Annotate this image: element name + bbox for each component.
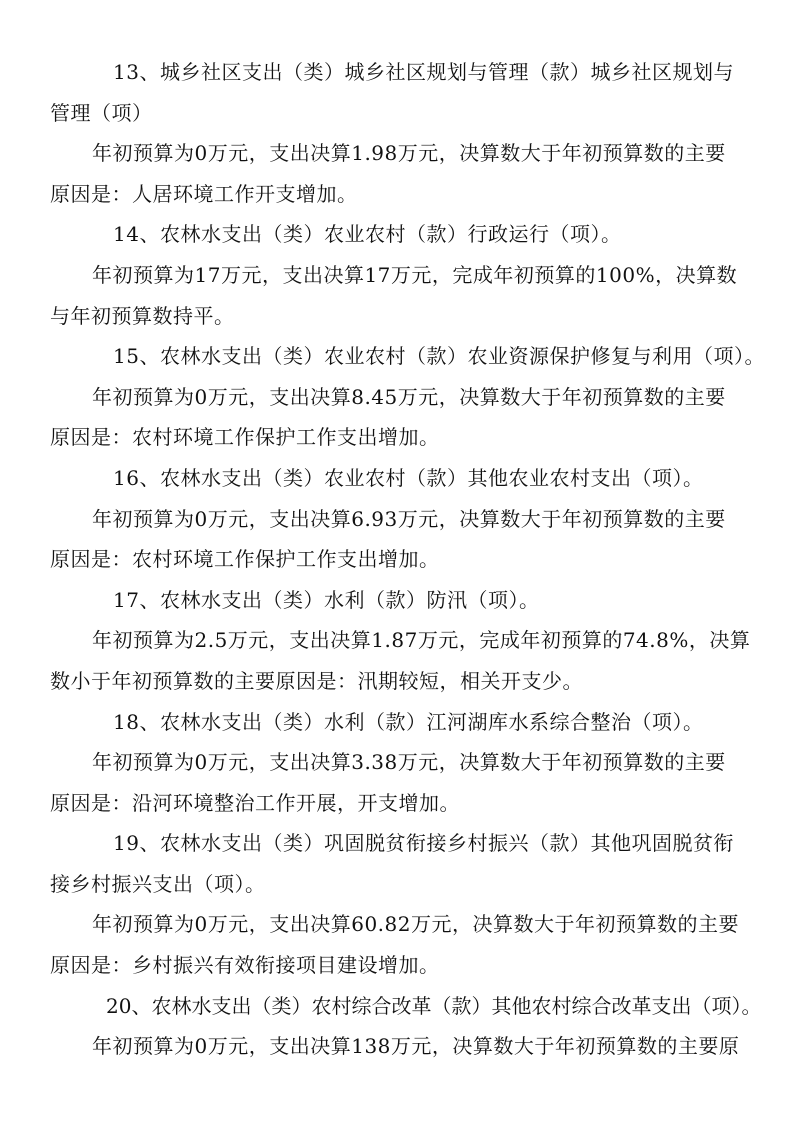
section-heading-18: 18、农林水支出（类）水利（款）江河湖库水系综合整治（项）。 [113, 709, 704, 734]
section-heading-20: 20、农林水支出（类）农村综合改革（款）其他农村综合改革支出（项）。 [106, 993, 762, 1018]
paragraph-16: 年初预算为0万元，支出决算6.93万元，决算数大于年初预算数的主要 [92, 506, 726, 531]
section-heading-19: 19、农林水支出（类）巩固脱贫衔接乡村振兴（款）其他巩固脱贫衔 [113, 831, 734, 856]
section-heading-13: 13、城乡社区支出（类）城乡社区规划与管理（款）城乡社区规划与 [113, 60, 734, 84]
paragraph-13-continued: 原因是：人居环境工作开支增加。 [50, 181, 358, 206]
paragraph-19: 年初预算为0万元，支出决算60.82万元，决算数大于年初预算数的主要 [92, 912, 739, 937]
section-heading-15: 15、农林水支出（类）农业农村（款）农业资源保护修复与利用（项）。 [113, 344, 765, 369]
paragraph-18-continued: 原因是：沿河环境整治工作开展，开支增加。 [50, 790, 460, 815]
section-heading-13-continued: 管理（项） [50, 100, 153, 125]
document-page [50, 52, 765, 1067]
section-heading-17: 17、农林水支出（类）水利（款）防汛（项）。 [113, 587, 540, 612]
section-heading-19-continued: 接乡村振兴支出（项）。 [50, 871, 266, 896]
paragraph-18: 年初预算为0万元，支出决算3.38万元，决算数大于年初预算数的主要 [92, 750, 726, 775]
paragraph-17: 年初预算为2.5万元，支出决算1.87万元，完成年初预算的74.8%，决算 [92, 628, 751, 653]
paragraph-17-continued: 数小于年初预算数的主要原因是：汛期较短，相关开支少。 [50, 668, 583, 693]
paragraph-16-continued: 原因是：农村环境工作保护工作支出增加。 [50, 547, 440, 572]
paragraph-19-continued: 原因是：乡村振兴有效衔接项目建设增加。 [50, 953, 440, 978]
paragraph-14: 年初预算为17万元，支出决算17万元，完成年初预算的100%，决算数 [92, 262, 738, 287]
paragraph-20: 年初预算为0万元，支出决算138万元，决算数大于年初预算数的主要原 [92, 1034, 740, 1059]
paragraph-13: 年初预算为0万元，支出决算1.98万元，决算数大于年初预算数的主要 [92, 141, 726, 166]
section-heading-16: 16、农林水支出（类）农业农村（款）其他农业农村支出（项）。 [113, 465, 704, 490]
paragraph-15: 年初预算为0万元，支出决算8.45万元，决算数大于年初预算数的主要 [92, 384, 726, 409]
paragraph-15-continued: 原因是：农村环境工作保护工作支出增加。 [50, 425, 440, 450]
paragraph-14-continued: 与年初预算数持平。 [50, 303, 235, 328]
section-heading-14: 14、农林水支出（类）农业农村（款）行政运行（项）。 [113, 222, 622, 247]
